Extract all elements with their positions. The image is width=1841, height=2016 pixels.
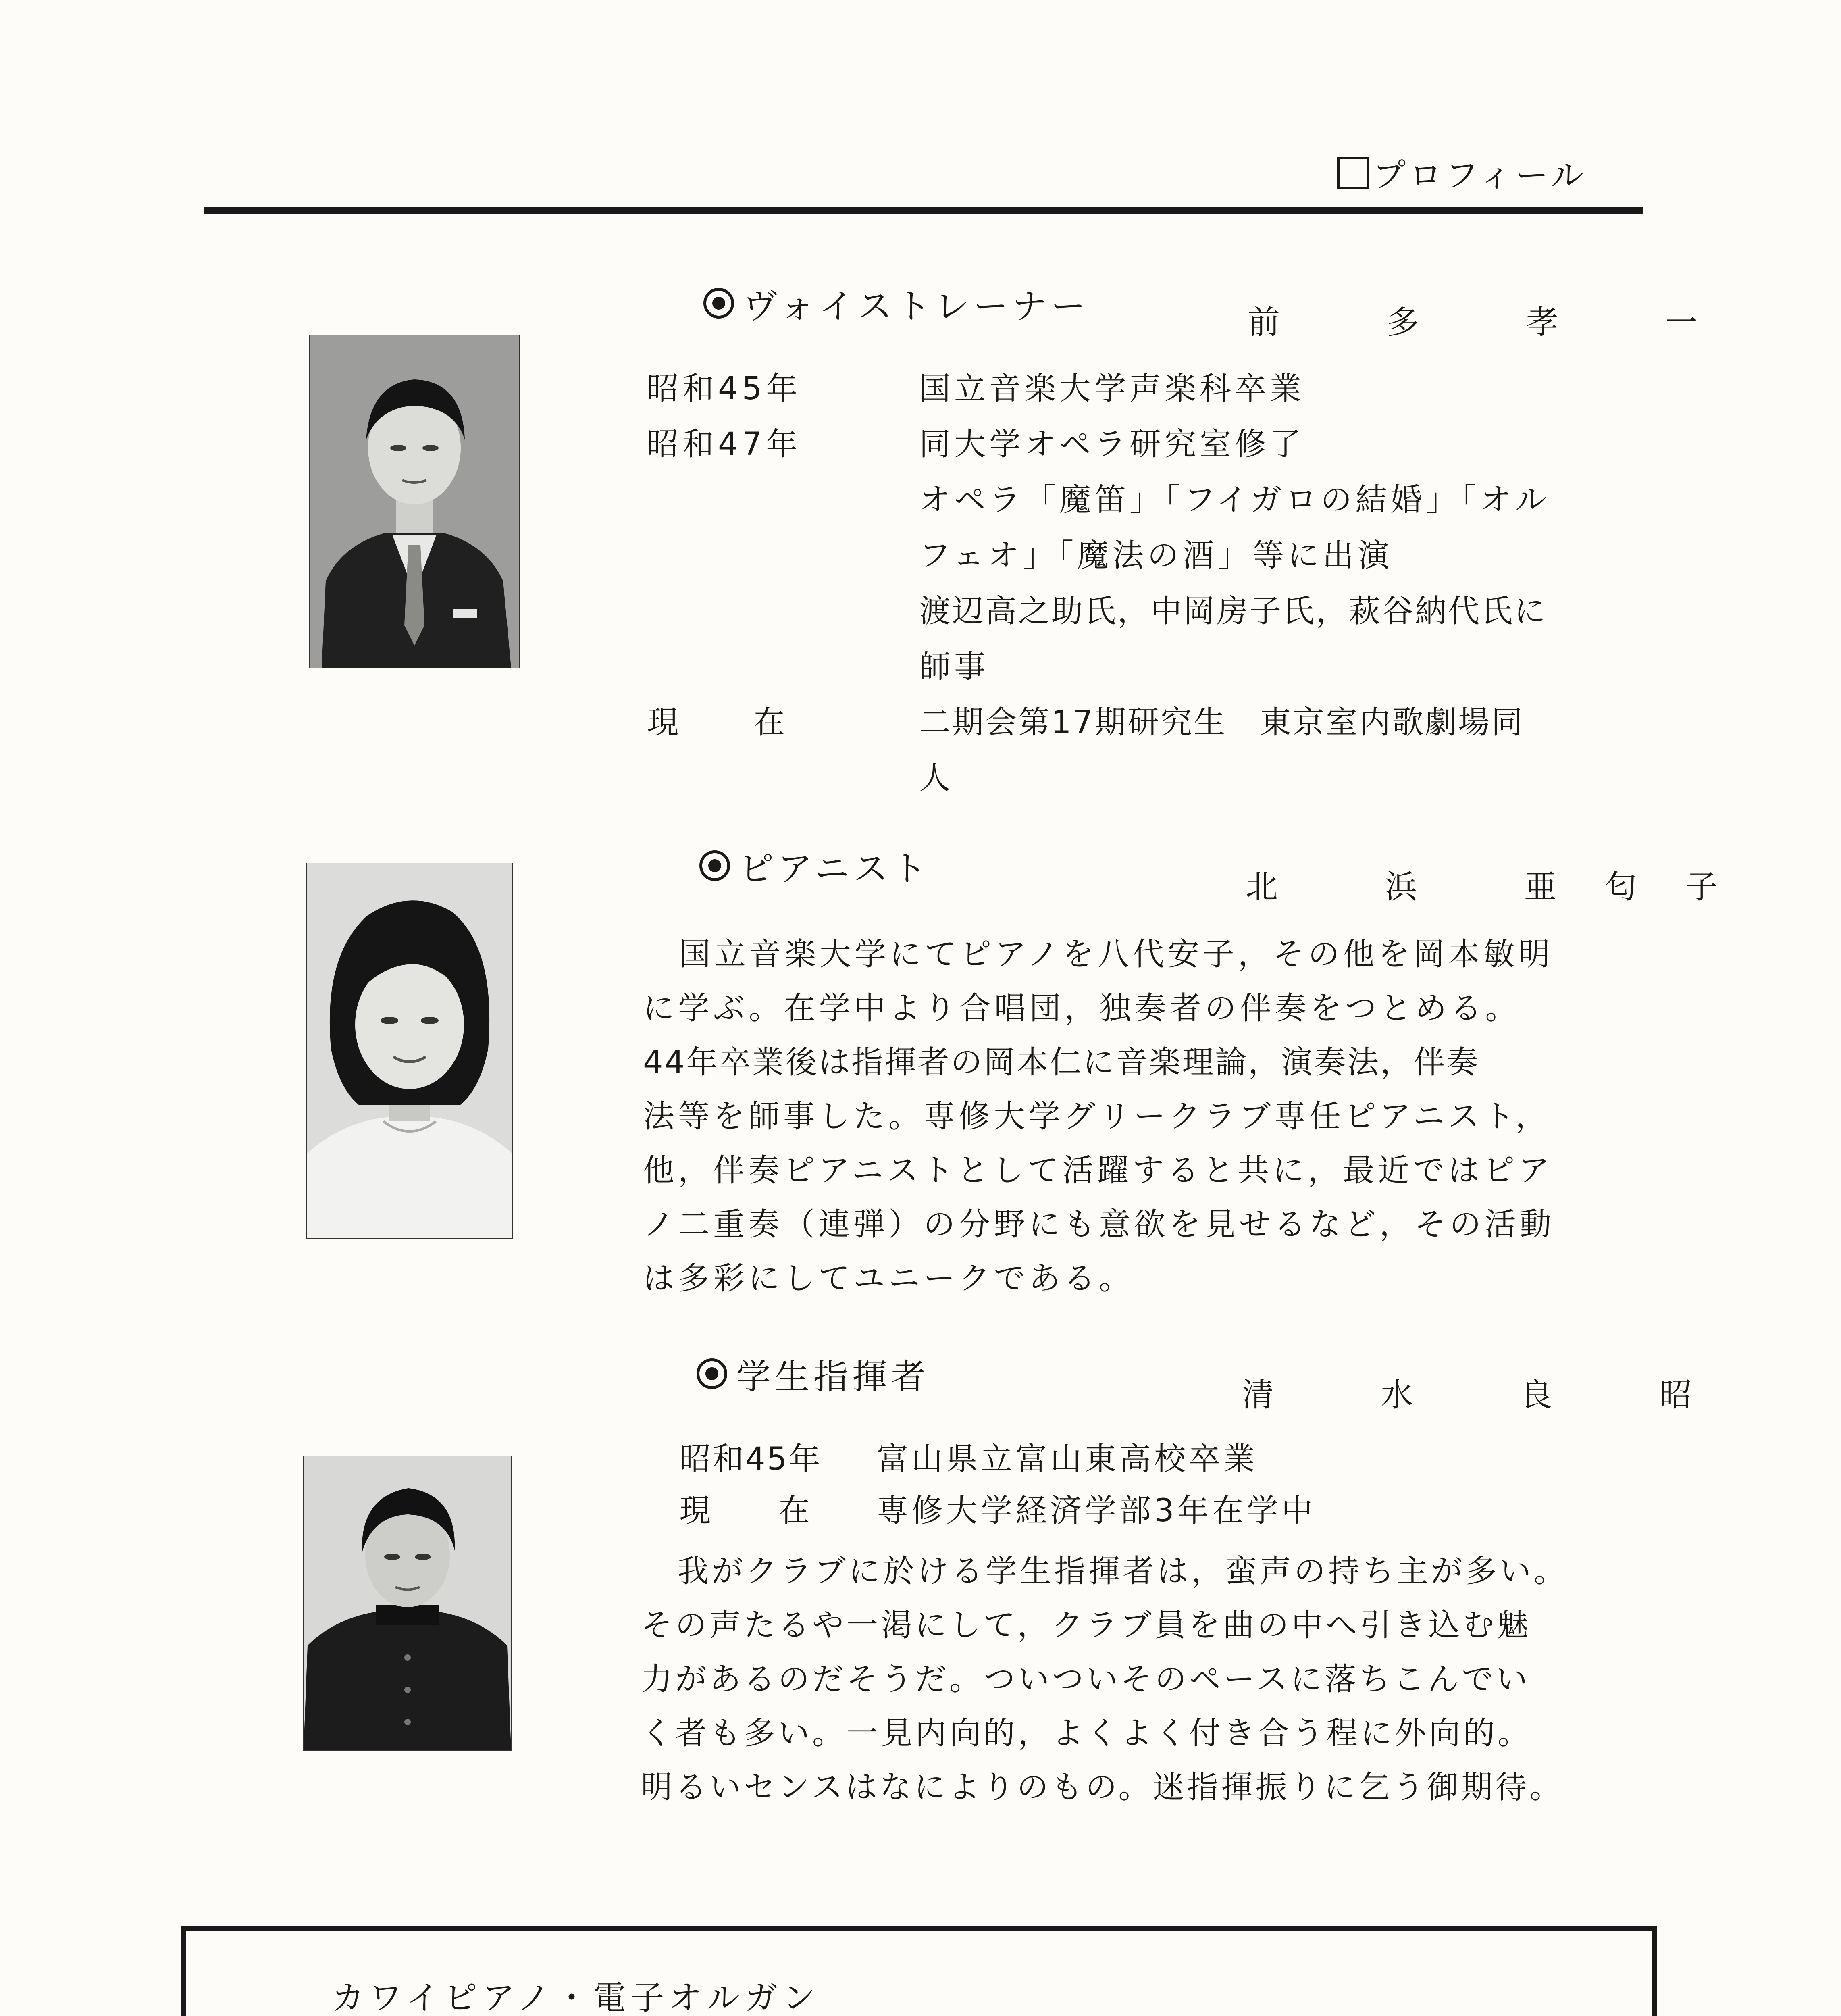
bio-label (647, 528, 919, 583)
role-pianist (699, 841, 931, 891)
bio-line: その声たるや一渇にして，クラブ員を曲の中へ引き込む魅 (641, 1607, 1531, 1643)
bio-text: 渡辺高之助氏，中岡房子氏，萩谷納代氏に (919, 593, 1548, 629)
bio-line: 明るいセンスはなによりのもの。迷指揮振りに乞う御期待。 (641, 1769, 1564, 1806)
role-student-conductor (697, 1349, 930, 1399)
bullseye-icon (699, 850, 730, 881)
square-icon (1337, 157, 1369, 189)
bio-label (647, 639, 919, 695)
bio-paragraph (643, 927, 1555, 1306)
bio-table (679, 1433, 1316, 1537)
section-header (1337, 149, 1587, 196)
bio-row (647, 583, 1550, 639)
bullseye-icon (697, 1358, 727, 1389)
bio-text: フェオ」「魔法の酒」等に出演 (919, 537, 1393, 574)
bullseye-icon (703, 288, 734, 319)
bio-label: 昭和47年 (647, 426, 802, 462)
bio-label (647, 750, 919, 806)
bio-text: 同大学オペラ研究室修了 (919, 426, 1305, 462)
bio-text: 富山県立富山東高校卒業 (877, 1441, 1259, 1477)
bio-row (647, 639, 1550, 695)
bio-line: に学ぶ。在学中より合唱団，独奏者の伴奏をつとめる。 (643, 990, 1521, 1027)
bio-text: 師事 (919, 649, 990, 685)
section-header-label: プロフィール (1373, 156, 1587, 195)
bio-row (647, 750, 1550, 806)
bio-line: 44年卒業後は指揮者の岡本仁に音楽理論，演奏法，伴奏 (643, 1044, 1480, 1081)
person-name: 清 水 良 昭 (1242, 1376, 1740, 1414)
bio-row (679, 1433, 1316, 1485)
bio-label: 現 在 (679, 1493, 812, 1529)
header-rule (204, 207, 1643, 214)
advertisement-box (181, 1926, 1657, 2016)
bio-label: 昭和45年 (647, 371, 802, 407)
bio-line: く者も多い。一見内向的，よくよく付き合う程に外向的。 (641, 1715, 1532, 1752)
role-label: ヴォイストレーナー (743, 286, 1090, 327)
ad-subtitle: カワイピアノ・電子オルガン (331, 1979, 820, 2016)
bio-line: は多彩にしてユニークである。 (643, 1260, 1134, 1297)
bio-row (647, 361, 1550, 417)
bio-row (647, 472, 1550, 528)
bio-line: 法等を師事した。専修大学グリークラブ専任ピアニスト， (643, 1098, 1551, 1135)
bio-label (647, 472, 919, 528)
person-name: 北 浜 亜匂子 (1246, 868, 1766, 906)
bio-line: 我がクラブに於ける学生指揮者は，蛮声の持ち主が多い。 (677, 1553, 1568, 1589)
bio-text: 国立音楽大学声楽科卒業 (919, 371, 1305, 407)
bio-text: 二期会第17期研究生 東京室内歌劇場同 (919, 704, 1525, 741)
role-voice-trainer (703, 278, 1090, 328)
portrait-pianist (306, 863, 513, 1239)
role-label: ピアニスト (739, 849, 931, 889)
bio-line: 他，伴奏ピアニストとして活躍すると共に，最近ではピア (643, 1152, 1554, 1189)
bio-text: 人 (919, 760, 955, 796)
bio-label: 現 在 (647, 704, 789, 741)
bio-table (647, 361, 1550, 806)
bio-text: オペラ「魔笛」「フイガロの結婚」「オル (919, 482, 1550, 518)
bio-row (647, 417, 1550, 472)
role-label: 学生指揮者 (736, 1357, 930, 1397)
portrait-voice-trainer (309, 335, 520, 668)
bio-line: 力があるのだそうだ。ついついそのペースに落ちこんでい (641, 1661, 1531, 1697)
bio-line: 国立音楽大学にてピアノを八代安子，その他を岡本敏明 (679, 936, 1554, 973)
bio-line: ノ二重奏（連弾）の分野にも意欲を見せるなど，その活動 (643, 1206, 1555, 1243)
bio-paragraph (641, 1544, 1568, 1814)
portrait-student-conductor (303, 1456, 512, 1751)
bio-row (679, 1485, 1316, 1537)
person-name: 前 多 孝 一 (1248, 304, 1746, 341)
bio-label: 昭和45年 (679, 1441, 822, 1477)
bio-label (647, 583, 919, 639)
bio-row (647, 695, 1550, 750)
bio-row (647, 528, 1550, 583)
bio-text: 専修大学経済学部3年在学中 (877, 1493, 1316, 1529)
